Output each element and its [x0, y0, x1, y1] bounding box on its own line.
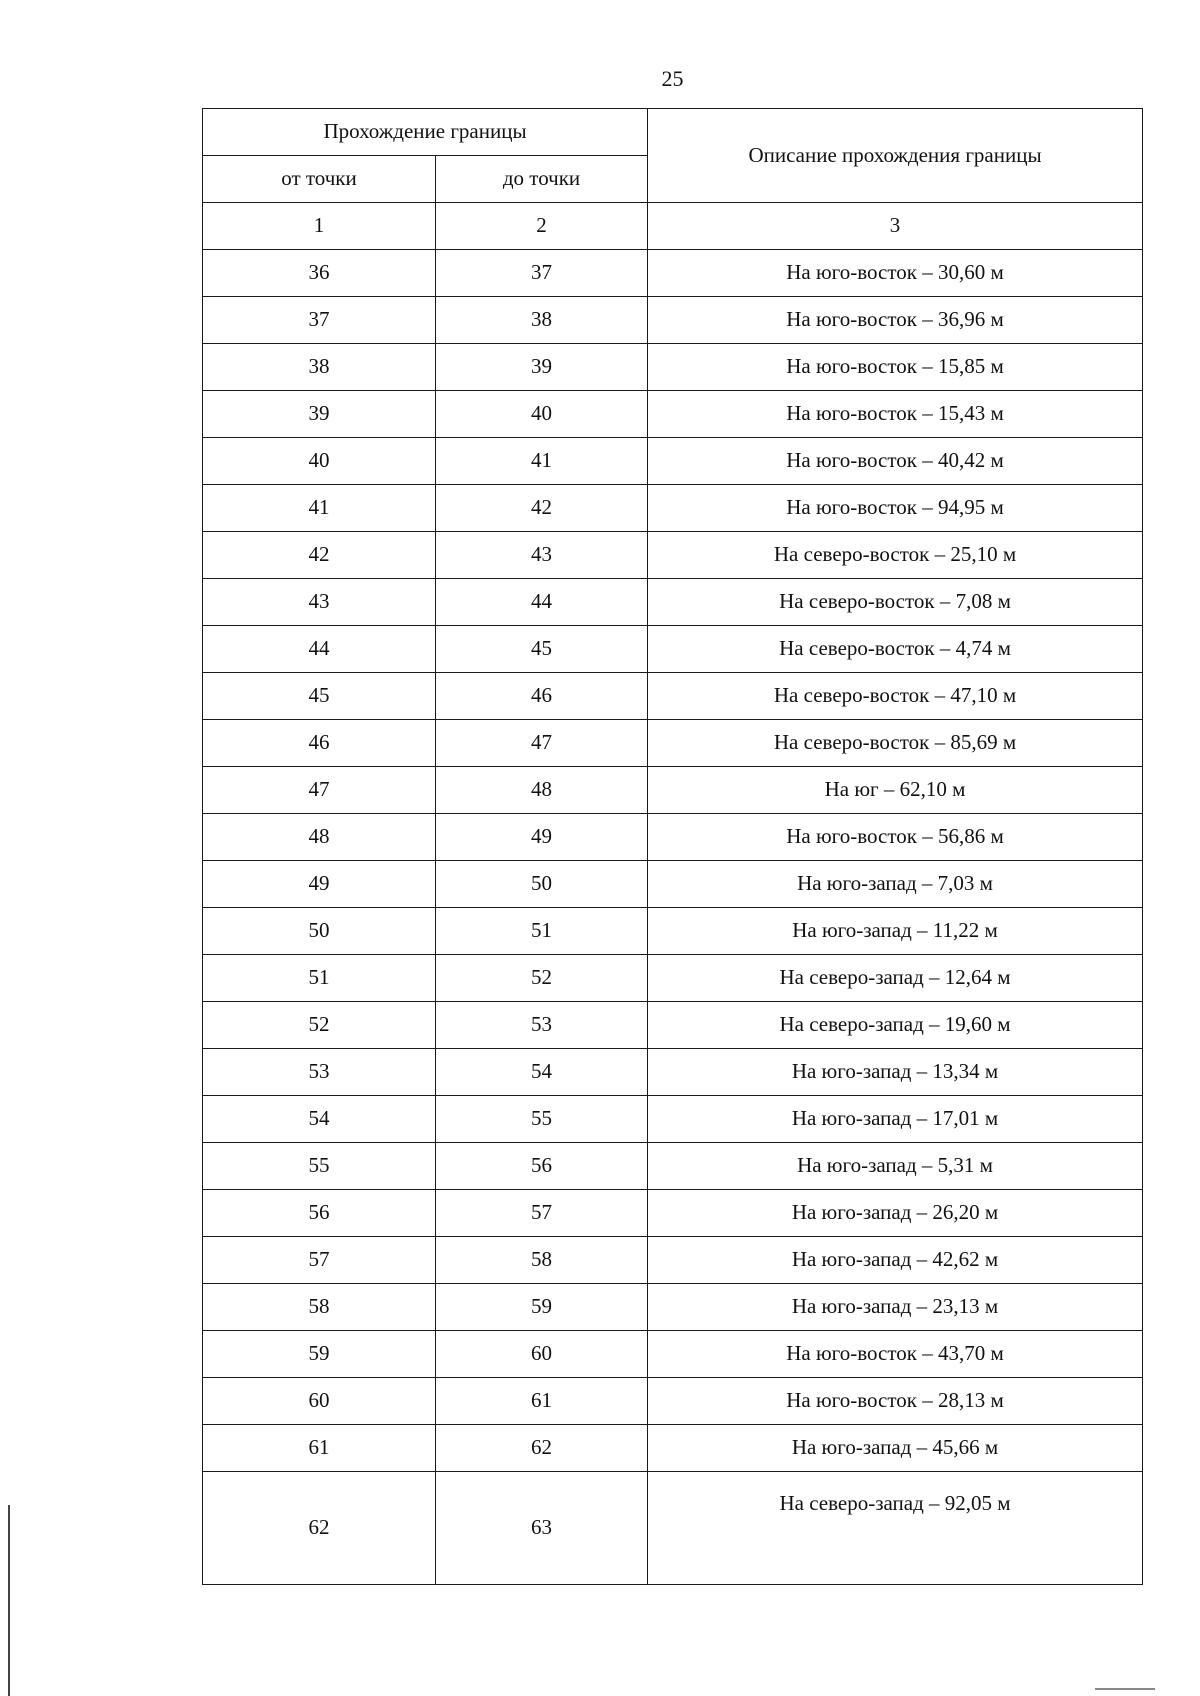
table-row — [203, 908, 1143, 955]
from-point-cell: 39 — [203, 391, 436, 438]
from-point-cell: 37 — [203, 297, 436, 344]
table-row — [203, 626, 1143, 673]
to-point-cell: 59 — [436, 1284, 648, 1331]
from-point-cell: 42 — [203, 532, 436, 579]
from-point-cell: 41 — [203, 485, 436, 532]
from-point-cell: 44 — [203, 626, 436, 673]
description-cell: На юго-запад – 23,13 м — [648, 1284, 1143, 1331]
to-point-cell: 55 — [436, 1096, 648, 1143]
table-row — [203, 1049, 1143, 1096]
from-point-cell: 38 — [203, 344, 436, 391]
to-point-cell: 56 — [436, 1143, 648, 1190]
to-point-cell: 53 — [436, 1002, 648, 1049]
table-row — [203, 1425, 1143, 1472]
from-point-cell: 53 — [203, 1049, 436, 1096]
table-row — [203, 1143, 1143, 1190]
to-point-cell: 49 — [436, 814, 648, 861]
description-cell: На северо-восток – 47,10 м — [648, 673, 1143, 720]
description-cell: На юг – 62,10 м — [648, 767, 1143, 814]
description-cell: На юго-запад – 5,31 м — [648, 1143, 1143, 1190]
description-cell: На северо-восток – 7,08 м — [648, 579, 1143, 626]
to-point-cell: 58 — [436, 1237, 648, 1284]
column-number: 2 — [436, 203, 648, 250]
to-point-cell: 48 — [436, 767, 648, 814]
column-number: 1 — [203, 203, 436, 250]
table-row — [203, 297, 1143, 344]
from-point-cell: 60 — [203, 1378, 436, 1425]
from-point-cell: 54 — [203, 1096, 436, 1143]
to-point-cell: 43 — [436, 532, 648, 579]
table-row — [203, 250, 1143, 297]
from-point-cell: 62 — [203, 1472, 436, 1585]
header-row-group — [203, 109, 1143, 156]
from-point-cell: 36 — [203, 250, 436, 297]
header-from-label: от точки — [203, 156, 436, 203]
from-point-cell: 61 — [203, 1425, 436, 1472]
description-cell: На юго-восток – 40,42 м — [648, 438, 1143, 485]
description-cell: На юго-восток – 94,95 м — [648, 485, 1143, 532]
table-row — [203, 344, 1143, 391]
description-cell: На юго-запад – 7,03 м — [648, 861, 1143, 908]
to-point-cell: 39 — [436, 344, 648, 391]
from-point-cell: 52 — [203, 1002, 436, 1049]
description-cell: На юго-восток – 15,85 м — [648, 344, 1143, 391]
from-point-cell: 47 — [203, 767, 436, 814]
to-point-cell: 38 — [436, 297, 648, 344]
scan-edge-mark — [1095, 1688, 1155, 1690]
from-point-cell: 43 — [203, 579, 436, 626]
description-cell: На северо-запад – 19,60 м — [648, 1002, 1143, 1049]
table-row — [203, 1002, 1143, 1049]
description-cell: На северо-восток – 25,10 м — [648, 532, 1143, 579]
to-point-cell: 54 — [436, 1049, 648, 1096]
description-cell: На юго-запад – 17,01 м — [648, 1096, 1143, 1143]
description-cell: На юго-восток – 43,70 м — [648, 1331, 1143, 1378]
table-row — [203, 485, 1143, 532]
table-row — [203, 861, 1143, 908]
from-point-cell: 59 — [203, 1331, 436, 1378]
description-cell: На северо-восток – 4,74 м — [648, 626, 1143, 673]
header-group-label: Прохождение границы — [203, 109, 648, 156]
description-cell: На юго-запад – 42,62 м — [648, 1237, 1143, 1284]
boundary-table — [202, 108, 1143, 1585]
table-row — [203, 532, 1143, 579]
description-cell: На юго-запад – 45,66 м — [648, 1425, 1143, 1472]
to-point-cell: 51 — [436, 908, 648, 955]
to-point-cell: 52 — [436, 955, 648, 1002]
header-description-label: Описание прохождения границы — [648, 109, 1143, 203]
table-row — [203, 720, 1143, 767]
from-point-cell: 49 — [203, 861, 436, 908]
to-point-cell: 57 — [436, 1190, 648, 1237]
to-point-cell: 60 — [436, 1331, 648, 1378]
to-point-cell: 46 — [436, 673, 648, 720]
description-cell: На юго-восток – 15,43 м — [648, 391, 1143, 438]
table-row — [203, 814, 1143, 861]
table-row — [203, 955, 1143, 1002]
to-point-cell: 63 — [436, 1472, 648, 1585]
from-point-cell: 46 — [203, 720, 436, 767]
from-point-cell: 55 — [203, 1143, 436, 1190]
description-cell: На юго-запад – 11,22 м — [648, 908, 1143, 955]
table-row — [203, 1190, 1143, 1237]
column-number: 3 — [648, 203, 1143, 250]
table-row — [203, 438, 1143, 485]
from-point-cell: 40 — [203, 438, 436, 485]
description-cell: На юго-запад – 26,20 м — [648, 1190, 1143, 1237]
to-point-cell: 50 — [436, 861, 648, 908]
to-point-cell: 40 — [436, 391, 648, 438]
table-row — [203, 1331, 1143, 1378]
description-cell: На юго-восток – 36,96 м — [648, 297, 1143, 344]
description-cell: На юго-восток – 56,86 м — [648, 814, 1143, 861]
table-row — [203, 673, 1143, 720]
from-point-cell: 45 — [203, 673, 436, 720]
header-to-label: до точки — [436, 156, 648, 203]
description-cell: На юго-восток – 28,13 м — [648, 1378, 1143, 1425]
from-point-cell: 51 — [203, 955, 436, 1002]
from-point-cell: 48 — [203, 814, 436, 861]
table-row — [203, 1472, 1143, 1585]
table-row — [203, 767, 1143, 814]
table-row — [203, 1378, 1143, 1425]
to-point-cell: 45 — [436, 626, 648, 673]
to-point-cell: 61 — [436, 1378, 648, 1425]
scan-edge-line — [8, 1505, 10, 1696]
column-number-row — [203, 203, 1143, 250]
to-point-cell: 42 — [436, 485, 648, 532]
page-number: 25 — [661, 66, 684, 91]
description-cell: На юго-запад – 13,34 м — [648, 1049, 1143, 1096]
to-point-cell: 37 — [436, 250, 648, 297]
from-point-cell: 56 — [203, 1190, 436, 1237]
table-row — [203, 579, 1143, 626]
to-point-cell: 44 — [436, 579, 648, 626]
to-point-cell: 41 — [436, 438, 648, 485]
table-row — [203, 1096, 1143, 1143]
description-cell: На северо-запад – 12,64 м — [648, 955, 1143, 1002]
to-point-cell: 47 — [436, 720, 648, 767]
description-cell: На юго-восток – 30,60 м — [648, 250, 1143, 297]
to-point-cell: 62 — [436, 1425, 648, 1472]
description-cell: На северо-запад – 92,05 м — [648, 1472, 1143, 1585]
table-row — [203, 391, 1143, 438]
table-row — [203, 1237, 1143, 1284]
from-point-cell: 58 — [203, 1284, 436, 1331]
description-cell: На северо-восток – 85,69 м — [648, 720, 1143, 767]
from-point-cell: 57 — [203, 1237, 436, 1284]
from-point-cell: 50 — [203, 908, 436, 955]
table-row — [203, 1284, 1143, 1331]
